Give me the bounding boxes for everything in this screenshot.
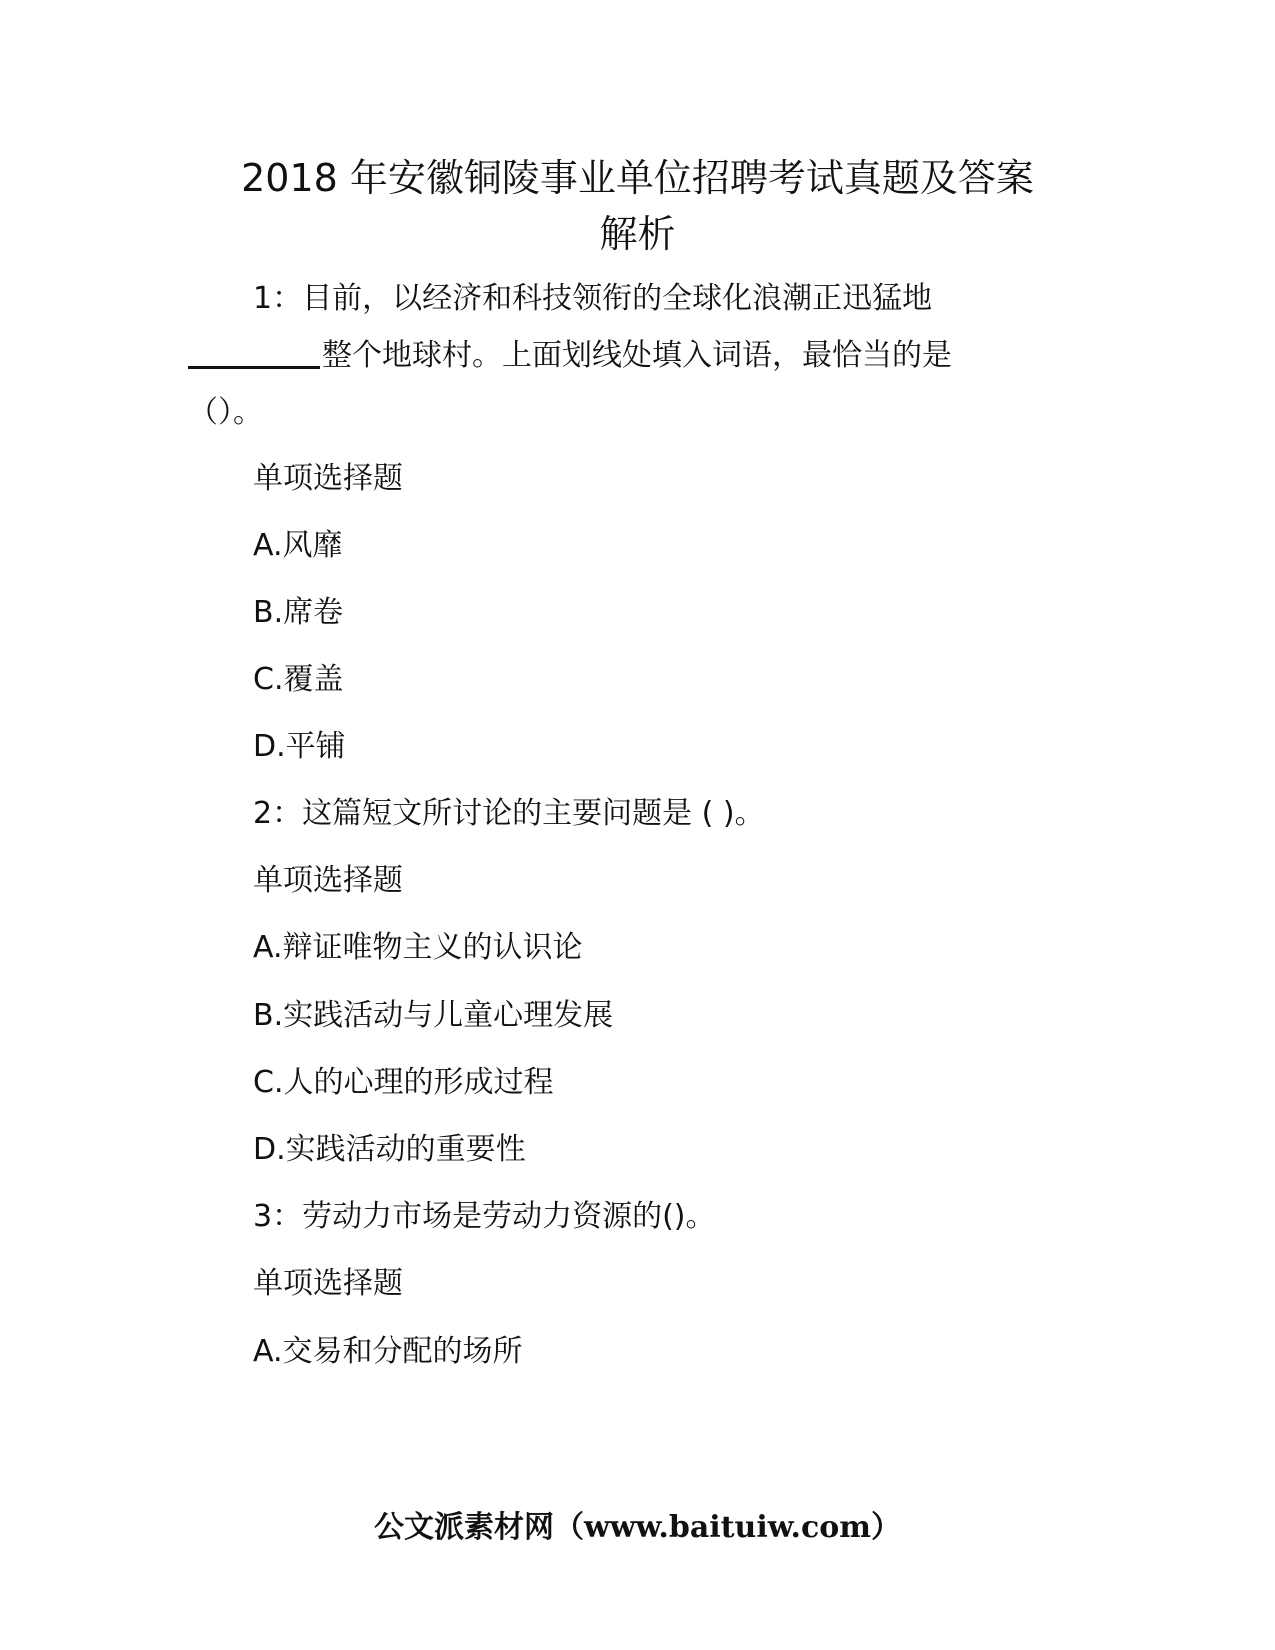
question-1-type: 单项选择题 (253, 461, 403, 496)
question-2-option-b: B.实践活动与儿童心理发展 (253, 998, 614, 1033)
question-2-option-a: A.辩证唯物主义的认识论 (253, 930, 583, 965)
title-line-1: 2018 年安徽铜陵事业单位招聘考试真题及答案 (241, 156, 1034, 200)
question-3-stem: 3：劳动力市场是劳动力资源的()。 (253, 1199, 716, 1234)
question-1-stem-line-1: 1：目前，以经济和科技领衔的全球化浪潮正迅猛地 (253, 281, 933, 316)
fill-in-blank-line (188, 336, 320, 369)
question-1-stem-line-3: （）。 (188, 395, 263, 430)
question-2-option-d: D.实践活动的重要性 (253, 1132, 526, 1167)
question-1-stem-line-2 (188, 336, 952, 376)
question-1-option-c: C.覆盖 (253, 662, 344, 697)
question-1-option-d: D.平铺 (253, 729, 346, 764)
question-2-option-c: C.人的心理的形成过程 (253, 1065, 554, 1100)
page-footer: 公文派素材网（www.baituiw.com） (373, 1510, 902, 1545)
question-1-stem-line-2-text: 整个地球村。上面划线处填入词语，最恰当的是 (322, 338, 952, 373)
question-1-option-b: B.席卷 (253, 595, 344, 630)
document-title (150, 150, 1125, 262)
question-3-type: 单项选择题 (253, 1266, 403, 1301)
question-2-stem: 2：这篇短文所讨论的主要问题是 ( )。 (253, 796, 765, 831)
question-2-type: 单项选择题 (253, 863, 403, 898)
question-3-option-a: A.交易和分配的场所 (253, 1334, 523, 1369)
question-1-option-a: A.风靡 (253, 528, 343, 563)
title-line-2: 解析 (599, 212, 676, 256)
